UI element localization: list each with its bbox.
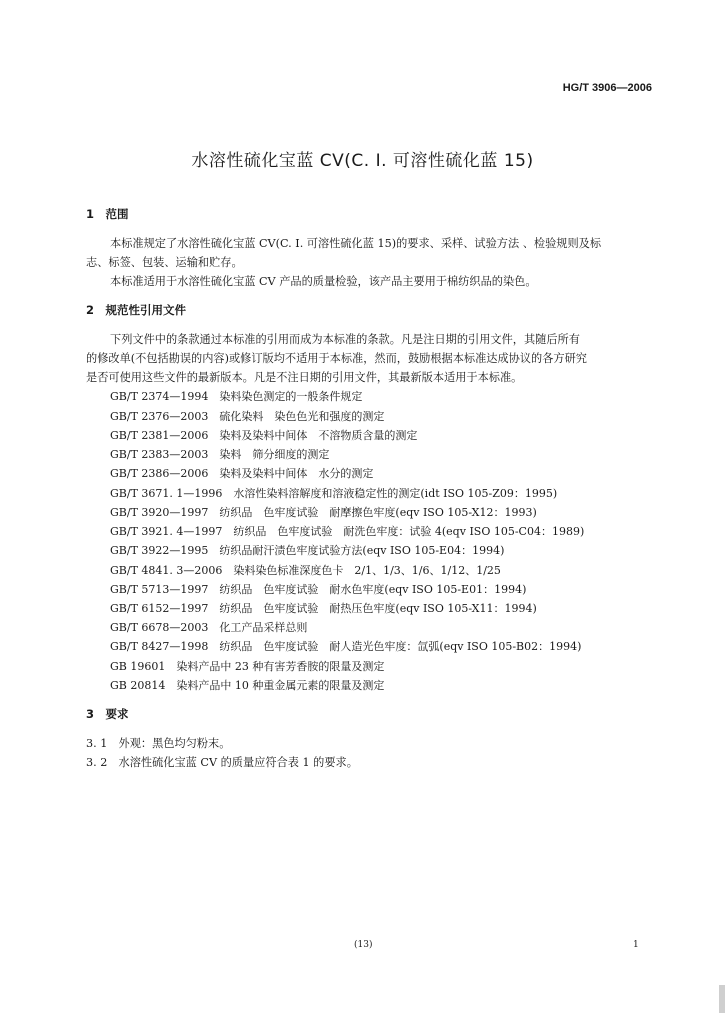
reference-item: GB/T 3671. 1—1996 水溶性染料溶解度和溶液稳定性的测定(idt ISO 105-Z09：1995)	[110, 487, 558, 500]
requirement-item: 3. 2 水溶性硫化宝蓝 CV 的质量应符合表 1 的要求。	[86, 756, 358, 769]
section-2-line-2: 的修改单(不包括勘误的内容)或修订版均不适用于本标准，然而，鼓励根据本标准达成协议的各方研究	[86, 352, 587, 365]
section-1-line-2: 志、标签、包装、运输和贮存。	[86, 256, 243, 269]
reference-item: GB/T 5713—1997 纺织品 色牢度试验 耐水色牢度(eqv ISO 105-E01：1994)	[110, 583, 527, 596]
reference-item: GB/T 8427—1998 纺织品 色牢度试验 耐人造光色牢度：氙弧(eqv ISO 105-B02：1994)	[110, 640, 582, 653]
scan-edge-mark	[719, 985, 725, 1013]
reference-item: GB/T 3920—1997 纺织品 色牢度试验 耐摩擦色牢度(eqv ISO 105-X12：1993)	[110, 506, 537, 519]
reference-item: GB/T 4841. 3—2006 染料染色标准深度色卡 2/1、1/3、1/6、1/12、1/25	[110, 564, 501, 577]
document-title: 水溶性硫化宝蓝 CV(C. I. 可溶性硫化蓝 15)	[191, 151, 534, 171]
reference-item: GB/T 3922—1995 纺织品耐汗渍色牢度试验方法(eqv ISO 105-E04：1994)	[110, 544, 505, 557]
page-number-center: (13)	[354, 940, 373, 950]
section-1-line-3: 本标准适用于水溶性硫化宝蓝 CV 产品的质量检验，该产品主要用于棉纺织品的染色。	[110, 275, 537, 288]
reference-item: GB 19601 染料产品中 23 种有害芳香胺的限量及测定	[110, 660, 385, 673]
section-2-line-3: 是否可使用这些文件的最新版本。凡是不注日期的引用文件，其最新版本适用于本标准。	[86, 371, 523, 384]
reference-item: GB/T 6678—2003 化工产品采样总则	[110, 621, 308, 634]
reference-item: GB/T 2381—2006 染料及染料中间体 不溶物质含量的测定	[110, 429, 418, 442]
reference-item: GB/T 6152—1997 纺织品 色牢度试验 耐热压色牢度(eqv ISO 105-X11：1994)	[110, 602, 537, 615]
reference-item: GB/T 2383—2003 染料 筛分细度的测定	[110, 448, 330, 461]
section-2-heading: 2 规范性引用文件	[86, 303, 187, 317]
reference-item: GB 20814 染料产品中 10 种重金属元素的限量及测定	[110, 679, 385, 692]
section-2-line-1: 下列文件中的条款通过本标准的引用而成为本标准的条款。凡是注日期的引用文件，其随后所有	[110, 333, 580, 346]
reference-item: GB/T 3921. 4—1997 纺织品 色牢度试验 耐洗色牢度：试验 4(eqv ISO 105-C04：1989)	[110, 525, 585, 538]
standard-code: HG/T 3906—2006	[562, 82, 652, 94]
reference-item: GB/T 2374—1994 染料染色测定的一般条件规定	[110, 390, 363, 403]
requirement-item: 3. 1 外观：黑色均匀粉末。	[86, 737, 231, 750]
page-number-right: 1	[633, 940, 639, 950]
reference-item: GB/T 2376—2003 硫化染料 染色色光和强度的测定	[110, 410, 385, 423]
section-3-heading: 3 要求	[86, 707, 129, 721]
section-1-heading: 1 范围	[86, 207, 129, 221]
section-1-line-1: 本标准规定了水溶性硫化宝蓝 CV(C. I. 可溶性硫化蓝 15)的要求、采样、试验方法 、检验规则及标	[110, 237, 602, 250]
reference-item: GB/T 2386—2006 染料及染料中间体 水分的测定	[110, 467, 374, 480]
